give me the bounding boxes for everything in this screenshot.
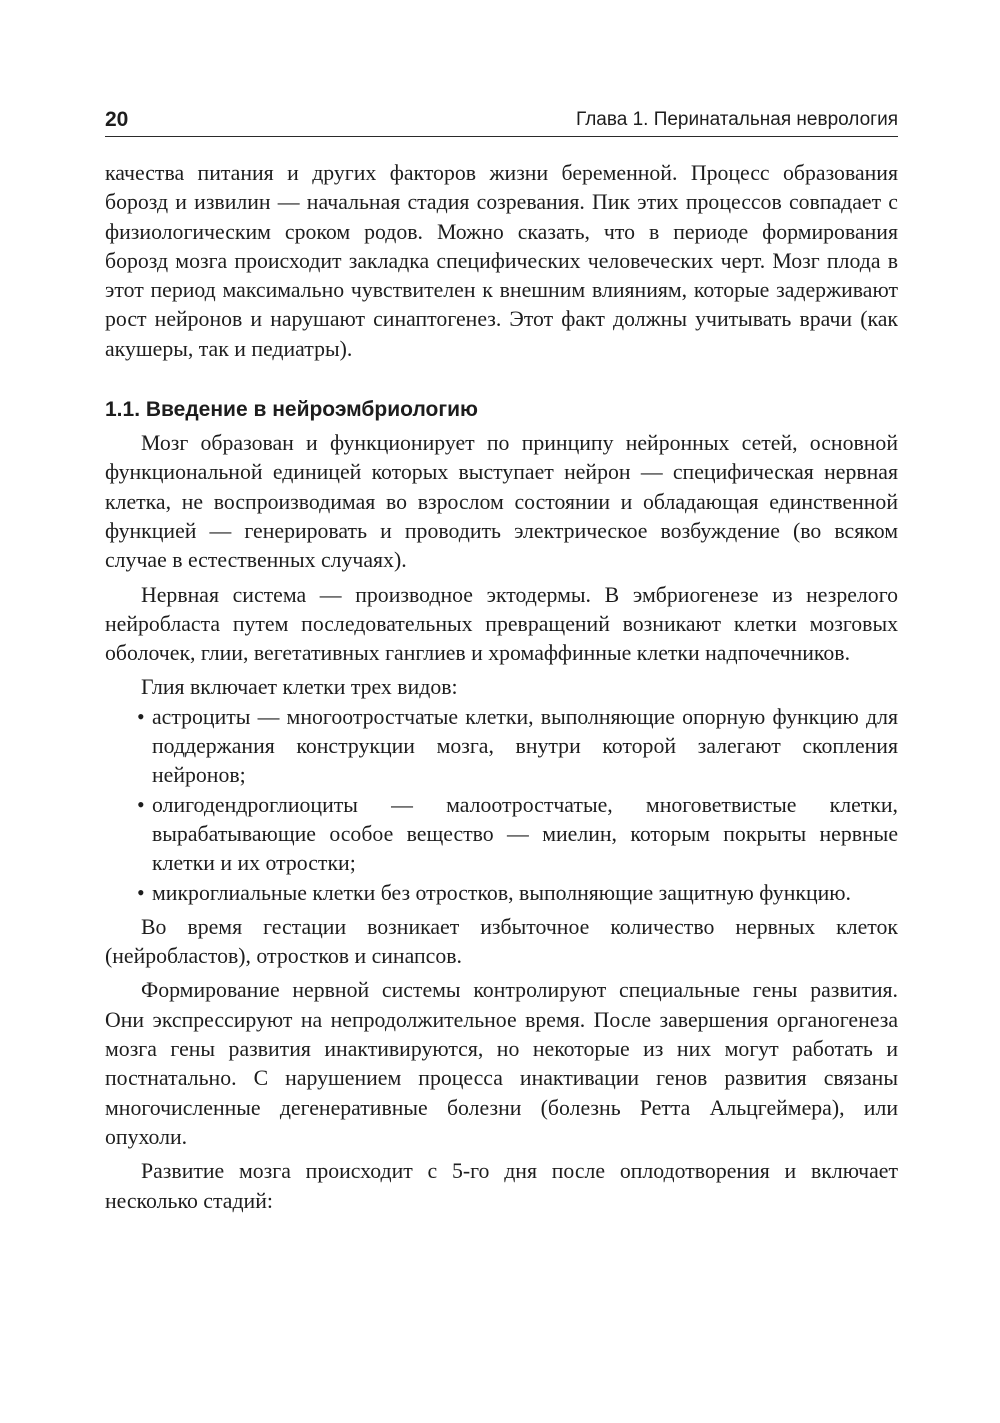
list-item-text: астроциты — многоотростчатые клетки, выполняющие опорную функцию для поддержания конструкции мозга, внутри которой залегают скопления нейронов; [152, 704, 898, 788]
running-title: Глава 1. Перинатальная неврология [575, 109, 898, 130]
list-item-text: олигодендроглиоциты — малоотростчатые, многоветвистые клетки, вырабатывающие особое вещество — миелин, которым покрыты нервные клетки и их отростки; [152, 792, 898, 876]
paragraph-neural-networks: Мозг образован и функционирует по принципу нейронных сетей, основной функциональной единицей которых выступает нейрон — специфическая нервная клетка, не воспроизводимая во взрослом состоянии и обладающая единственной функцией — генерировать и проводить электрическое возбуждение (во всяком случае в естественных случаях). [105, 431, 898, 573]
list-item [105, 791, 898, 879]
bullet-icon: • [137, 792, 145, 817]
bullet-icon: • [137, 704, 145, 729]
paragraph-glia-intro: Глия включает клетки трех видов: [141, 675, 458, 700]
paragraph-brain-development: Развитие мозга происходит с 5-го дня после оплодотворения и включает несколько стадий: [105, 1159, 898, 1213]
section-heading: 1.1. Введение в нейроэмбриологию [105, 398, 478, 422]
glia-list [105, 703, 898, 908]
paragraph-gestation: Во время гестации возникает избыточное количество нервных клеток (нейробластов), отростков и синапсов. [105, 914, 898, 969]
paragraph-ectoderm: Нервная система — производное эктодермы. В эмбриогенезе из незрелого нейробласта путем последовательных превращений возникают клетки мозговых оболочек, глии, вегетативных ганглиев и хромаффинные клетки надпочечников. [105, 582, 898, 666]
page-body [105, 159, 898, 1216]
list-item [105, 879, 898, 908]
intro-paragraph: качества питания и других факторов жизни беременной. Процесс образования борозд и извилин — начальная стадия созревания. Пик этих процессов совпадает с физиологическим сроком родов. Можно сказать, что в периоде формирования борозд мозга происходит закладка специфических человеческих черт. Мозг плода в этот период максимально чувствителен к внешним влияниям, которые задерживают рост нейронов и нарушают синаптогенез. Этот факт должны учитывать врачи (как акушеры, так и педиатры). [105, 161, 898, 361]
page-number: 20 [105, 108, 129, 131]
list-item [105, 703, 898, 791]
bullet-icon: • [137, 880, 145, 905]
page-header [105, 106, 898, 137]
paragraph-development-genes: Формирование нервной системы контролируют специальные гены развития. Они экспрессируют на непродолжительное время. После завершения органогенеза мозга гены развития инактивируются, но некоторые из них могут работать и постнатально. С нарушением процесса инактивации генов развития связаны многочисленные дегенеративные болезни (болезнь Ретта Альцгеймера), или опухоли. [105, 978, 898, 1149]
list-item-text: микроглиальные клетки без отростков, выполняющие защитную функцию. [152, 880, 852, 905]
